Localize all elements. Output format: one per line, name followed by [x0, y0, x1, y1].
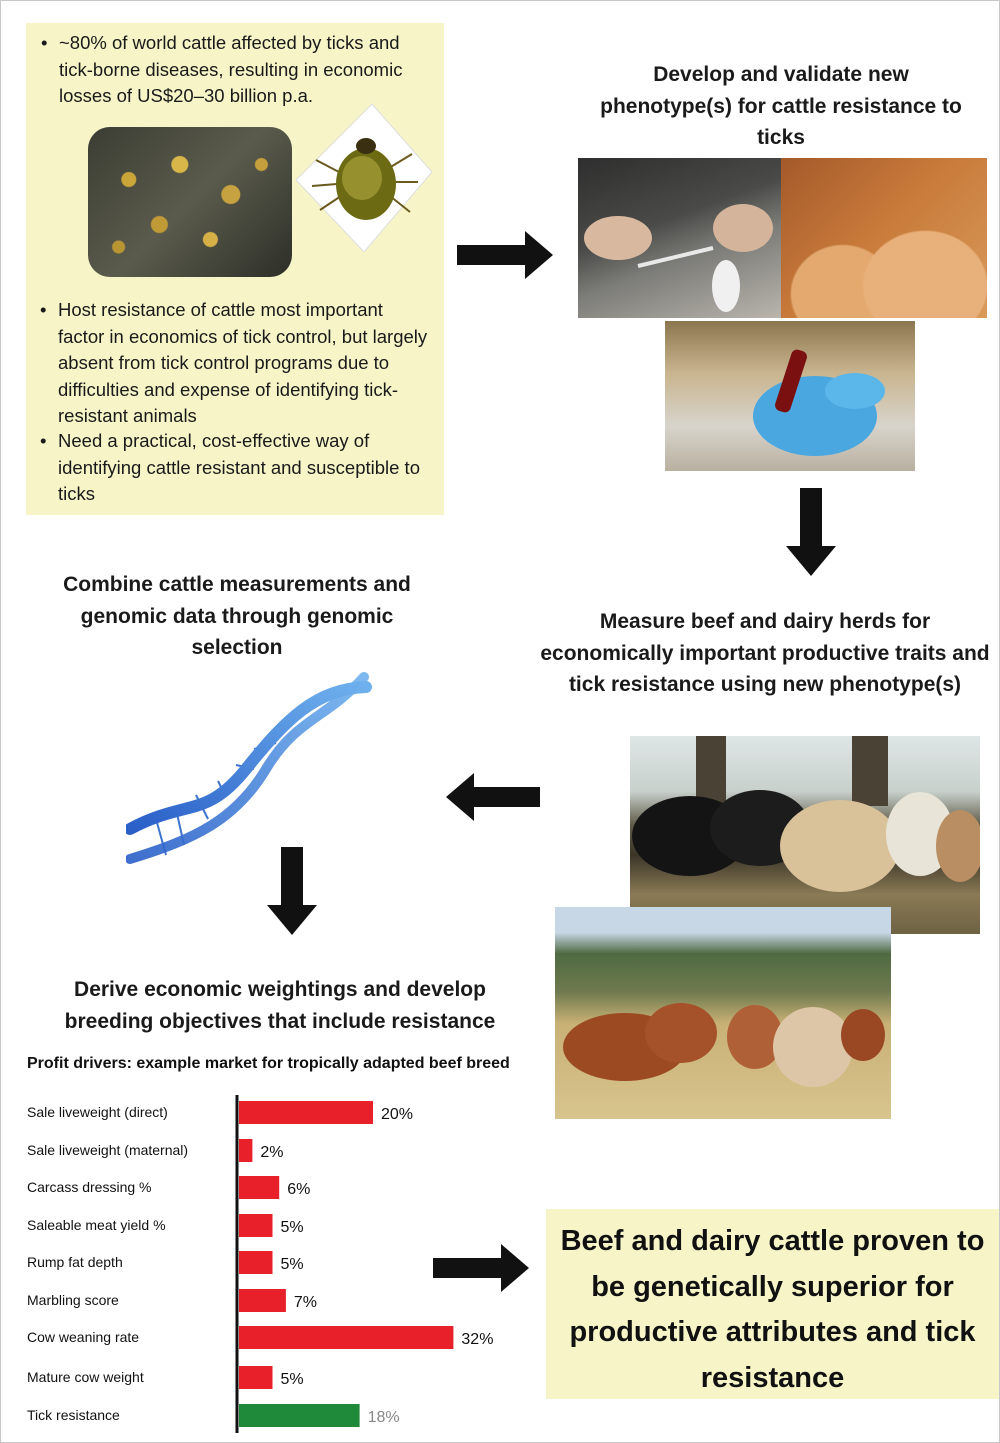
value-label: 5% — [280, 1256, 304, 1273]
tick-infested-hide-photo — [88, 127, 292, 277]
arrow-left — [444, 771, 542, 823]
value-label: 20% — [381, 1106, 414, 1123]
arrow-right-2 — [433, 1242, 531, 1294]
value-label: 32% — [461, 1331, 494, 1348]
intro-bullet-1: • ~80% of world cattle affected by ticks and tick-borne diseases, resulting in economic losses of US$20–30 billion p.a. — [41, 32, 403, 106]
bar — [239, 1139, 252, 1162]
step-combine-heading: Combine cattle measurements and genomic data through genomic selection — [63, 573, 411, 659]
step-develop-heading: Develop and validate new phenotype(s) for cattle resistance to ticks — [600, 63, 962, 149]
value-label: 18% — [367, 1409, 400, 1426]
category-label: Mature cow weight — [27, 1369, 144, 1385]
chart-title: Profit drivers: example market for tropically adapted beef breed — [27, 1055, 510, 1072]
bar — [239, 1176, 279, 1199]
intro-box — [26, 23, 444, 515]
dna-helix-illustration — [126, 669, 376, 865]
arrow-down-2 — [267, 847, 317, 937]
category-label: Marbling score — [27, 1292, 119, 1308]
skin-injection-photo — [578, 158, 781, 318]
bar — [239, 1101, 373, 1124]
bar — [239, 1251, 273, 1274]
category-label: Cow weaning rate — [27, 1329, 140, 1345]
result-box — [546, 1209, 999, 1399]
value-label: 6% — [287, 1181, 311, 1198]
bar — [239, 1366, 273, 1389]
arrow-down-1 — [786, 488, 836, 578]
category-label: Saleable meat yield % — [27, 1217, 166, 1233]
arrow-right-1 — [457, 229, 555, 281]
category-label: Rump fat depth — [27, 1254, 123, 1270]
category-label: Carcass dressing % — [27, 1179, 152, 1195]
intro-bullet-2-text: Host resistance of cattle most important factor in economics of tick control, but largely absent from tick control programs due to difficulties and expense of identifying tick-resistant animals — [58, 299, 428, 426]
bar — [239, 1214, 273, 1237]
category-label: Sale liveweight (direct) — [27, 1104, 168, 1120]
value-label: 5% — [280, 1371, 304, 1388]
result-text: Beef and dairy cattle proven to be genetically superior for productive attributes and tick resistance — [560, 1225, 985, 1394]
value-label: 7% — [293, 1294, 318, 1311]
intro-bullet-2: • Host resistance of cattle most important factor in economics of tick control, but largely absent from tick control programs due to difficulties and expense of identifying tick-resistant animals — [40, 299, 428, 426]
bar-tick-resistance — [239, 1404, 360, 1427]
step-derive-heading: Derive economic weightings and develop breeding objectives that include resistance — [64, 978, 496, 1033]
intro-bullet-3-text: Need a practical, cost-effective way of identifying cattle resistant and susceptible to ticks — [58, 430, 420, 504]
value-label: 2% — [260, 1144, 284, 1161]
tick-photo — [294, 102, 434, 252]
category-label: Sale liveweight (maternal) — [27, 1142, 189, 1158]
bar — [239, 1326, 453, 1349]
intro-bullet-3: • Need a practical, cost-effective way of identifying cattle resistant and susceptible to ticks — [40, 430, 420, 504]
blood-sample-photo — [665, 321, 915, 471]
beef-herd-photo — [555, 907, 891, 1119]
bar — [239, 1289, 286, 1312]
dairy-herd-photo — [630, 736, 980, 934]
value-label: 5% — [280, 1219, 304, 1236]
category-label: Tick resistance — [27, 1407, 120, 1423]
skin-fold-photo — [781, 158, 987, 318]
intro-bullet-1-text: ~80% of world cattle affected by ticks and tick-borne diseases, resulting in economic losses of US$20–30 billion p.a. — [59, 32, 403, 106]
step-measure-heading: Measure beef and dairy herds for economically important productive traits and tick resistance using new phenotype(s) — [540, 610, 990, 696]
